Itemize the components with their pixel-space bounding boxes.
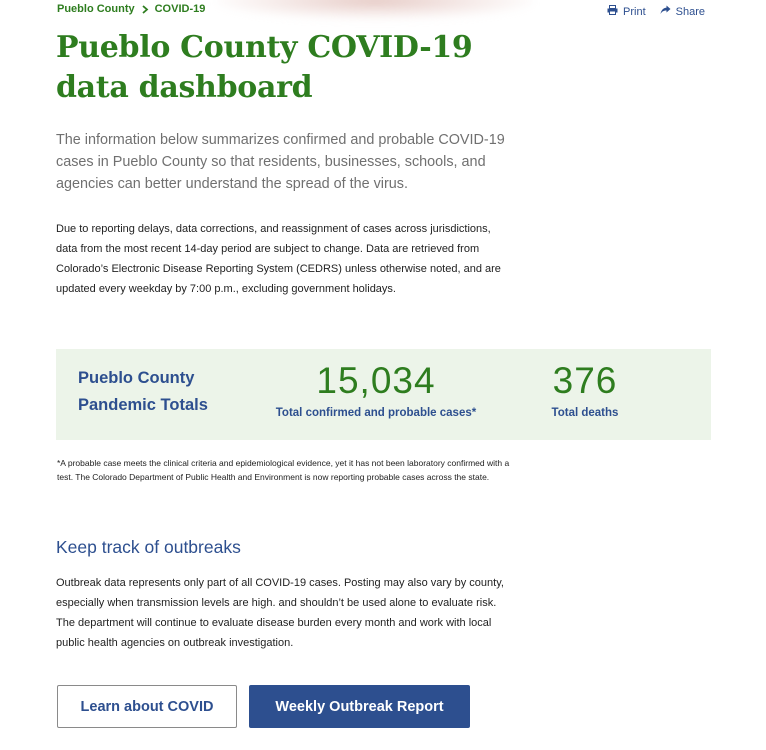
learn-about-covid-button[interactable]: Learn about COVID — [57, 685, 237, 728]
page-title: Pueblo County COVID-19 data dashboard — [56, 30, 473, 105]
print-label: Print — [623, 5, 646, 18]
header-image-fragment — [215, 0, 535, 20]
share-label: Share — [675, 5, 705, 18]
breadcrumb-link-covid-19[interactable]: COVID-19 — [154, 3, 206, 15]
data-notice-paragraph: Due to reporting delays, data corrections, and reassignment of cases across jurisdictions, data from the most recent 14-day period are subject to change. Data are retrieved from Colorado’s Electronic Disease Reporting System (CEDRS) unless otherwise noted, and are updated every weekday by 7:00 p.m., excluding government holidays. — [56, 223, 501, 295]
printer-icon — [607, 5, 618, 18]
breadcrumb-link-pueblo-county[interactable]: Pueblo County — [57, 3, 135, 15]
probable-case-footnote: *A probable case meets the clinical criteria and epidemiological evidence, yet it has not been laboratory confirmed with a test. The Colorado Department of Public Health and Environment is now reporting probable cases across the state. — [57, 458, 510, 482]
deaths-label: Total deaths — [551, 407, 619, 419]
totals-heading: Pueblo County Pandemic Totals — [78, 369, 208, 414]
chevron-right-icon — [141, 5, 149, 14]
pandemic-totals-panel — [56, 349, 711, 440]
share-button[interactable] — [660, 5, 705, 18]
cases-label: Total confirmed and probable cases* — [275, 407, 477, 419]
page-actions — [607, 5, 705, 18]
print-button[interactable] — [607, 5, 646, 18]
share-arrow-icon — [660, 5, 671, 18]
cases-value: 15,034 — [316, 360, 436, 401]
deaths-stat — [526, 359, 644, 419]
outbreaks-paragraph: Outbreak data represents only part of all COVID-19 cases. Posting may also vary by county, especially when transmission levels are high. and shouldn’t be used alone to evaluate risk. The department will continue to evaluate disease burden every month and work with local public health agencies on outbreak investigation. — [56, 577, 504, 649]
deaths-value: 376 — [552, 360, 618, 401]
breadcrumb — [57, 3, 205, 15]
outbreaks-heading: Keep track of outbreaks — [56, 537, 241, 557]
weekly-outbreak-report-button[interactable]: Weekly Outbreak Report — [249, 685, 470, 728]
intro-paragraph: The information below summarizes confirmed and probable COVID-19 cases in Pueblo County so that residents, businesses, schools, and agencies can better understand the spread of the virus. — [56, 132, 505, 192]
cases-stat — [256, 359, 496, 419]
